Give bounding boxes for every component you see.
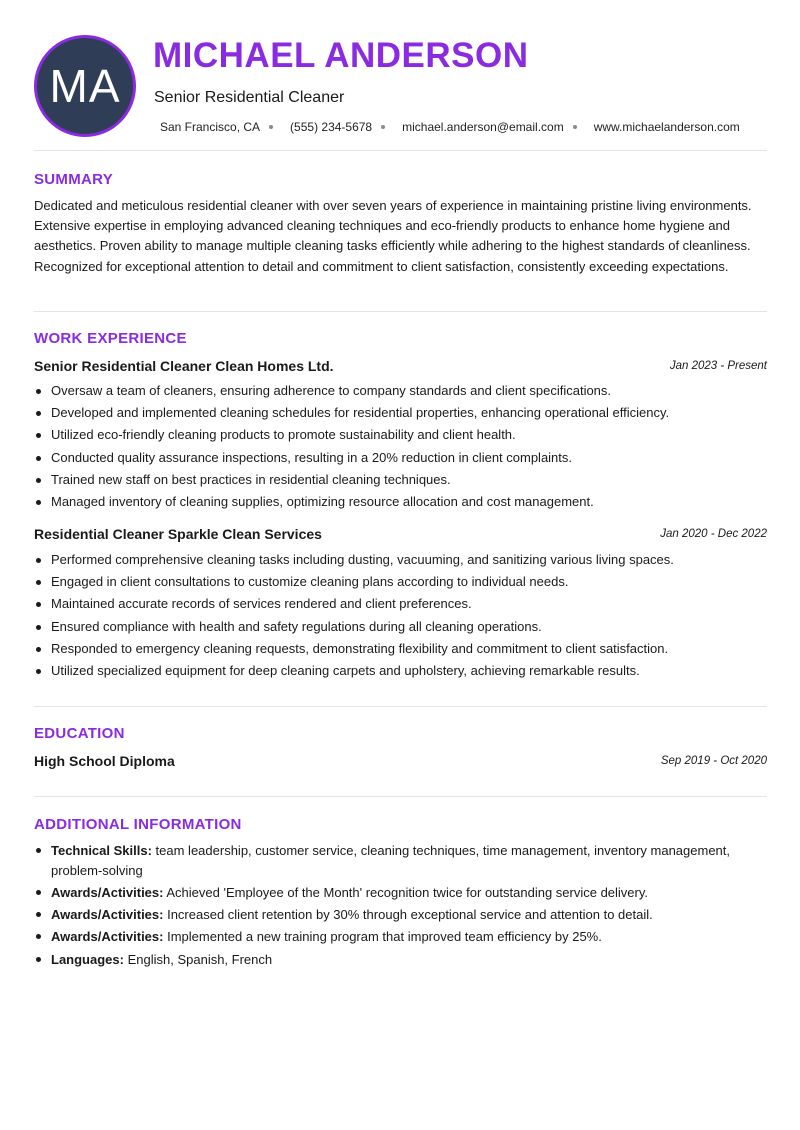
contact-location: San Francisco, CA bbox=[160, 120, 261, 134]
list-item: Conducted quality assurance inspections, resulting in a 20% reduction in client complaints. bbox=[34, 447, 767, 469]
contact-phone: (555) 234-5678 bbox=[290, 120, 373, 134]
item-text: English, Spanish, French bbox=[127, 952, 273, 967]
summary-heading: SUMMARY bbox=[34, 171, 114, 188]
list-item bbox=[34, 883, 767, 903]
item-text: Achieved 'Employee of the Month' recognition twice for outstanding service delivery. bbox=[166, 884, 649, 900]
job-header bbox=[34, 526, 767, 544]
list-item: Responded to emergency cleaning requests, demonstrating flexibility and commitment to client satisfaction. bbox=[34, 638, 767, 660]
list-item: Managed inventory of cleaning supplies, optimizing resource allocation and cost management. bbox=[34, 491, 767, 513]
item-text: Implemented a new training program that improved team efficiency by 25%. bbox=[167, 928, 602, 944]
summary-text: Dedicated and meticulous residential cleaner with over seven years of experience in maintaining pristine living environments. Extensive expertise in employing advanced cleaning techniques and eco-friendly products to enhance home hygiene and aesthetics. Proven ability to manage multiple cleaning tasks efficiently while adhering to the highest standards of cleanliness. Recognized for exceptional attention to detail and commitment to client satisfaction, consistently exceeding expectations. bbox=[34, 198, 752, 274]
separator-dot bbox=[381, 125, 385, 129]
job-header bbox=[34, 358, 767, 376]
candidate-role: Senior Residential Cleaner bbox=[154, 89, 345, 106]
education-dates: Sep 2019 - Oct 2020 bbox=[660, 755, 767, 767]
job-title: Residential Cleaner Sparkle Clean Services bbox=[34, 526, 322, 542]
job-title: Senior Residential Cleaner Clean Homes Ltd. bbox=[34, 358, 334, 374]
list-item: Performed comprehensive cleaning tasks including dusting, vacuuming, and sanitizing various living spaces. bbox=[34, 549, 767, 571]
list-item bbox=[34, 950, 767, 970]
list-item bbox=[34, 927, 767, 947]
item-text: Increased client retention by 30% through exceptional service and attention to detail. bbox=[167, 906, 653, 922]
list-item: Oversaw a team of cleaners, ensuring adherence to company standards and client specifications. bbox=[34, 380, 767, 402]
contact-email: michael.anderson@email.com bbox=[402, 120, 564, 134]
avatar-initials: MA bbox=[49, 60, 121, 112]
avatar bbox=[34, 35, 136, 137]
experience-divider bbox=[34, 706, 767, 707]
item-label: Awards/Activities: bbox=[51, 906, 164, 922]
job-dates: Jan 2020 - Dec 2022 bbox=[660, 528, 767, 540]
experience-heading: WORK EXPERIENCE bbox=[34, 330, 187, 347]
separator-dot bbox=[573, 125, 577, 129]
additional-heading: ADDITIONAL INFORMATION bbox=[34, 816, 242, 833]
education-entry bbox=[34, 753, 767, 771]
item-label: Awards/Activities: bbox=[51, 928, 164, 944]
list-item: Ensured compliance with health and safety regulations during all cleaning operations. bbox=[34, 616, 767, 638]
job-bullets bbox=[34, 380, 767, 513]
item-label: Technical Skills: bbox=[51, 843, 152, 858]
list-item: Trained new staff on best practices in residential cleaning techniques. bbox=[34, 469, 767, 491]
header-divider bbox=[34, 150, 767, 151]
list-item: Developed and implemented cleaning schedules for residential properties, enhancing operational efficiency. bbox=[34, 402, 767, 424]
list-item bbox=[34, 905, 767, 925]
job-bullets bbox=[34, 549, 767, 682]
list-item: Utilized specialized equipment for deep cleaning carpets and upholstery, achieving remarkable results. bbox=[34, 660, 767, 682]
list-item: Engaged in client consultations to customize cleaning plans according to individual needs. bbox=[34, 571, 767, 593]
education-divider bbox=[34, 796, 767, 797]
item-text: team leadership, customer service, cleaning techniques, time management, inventory management, problem-solving bbox=[51, 843, 731, 878]
separator-dot bbox=[269, 125, 273, 129]
contact-line bbox=[160, 120, 740, 134]
education-heading: EDUCATION bbox=[34, 725, 125, 742]
item-label: Awards/Activities: bbox=[51, 884, 164, 900]
summary-divider bbox=[34, 311, 767, 312]
list-item: Utilized eco-friendly cleaning products to promote sustainability and client health. bbox=[34, 424, 767, 446]
candidate-name: MICHAEL ANDERSON bbox=[153, 36, 529, 75]
contact-website: www.michaelanderson.com bbox=[593, 120, 740, 134]
job-dates: Jan 2023 - Present bbox=[669, 360, 767, 372]
list-item: Maintained accurate records of services rendered and client preferences. bbox=[34, 593, 767, 615]
item-label: Languages: bbox=[51, 952, 124, 967]
additional-list bbox=[34, 841, 767, 972]
list-item bbox=[34, 841, 767, 880]
degree-title: High School Diploma bbox=[34, 753, 175, 769]
